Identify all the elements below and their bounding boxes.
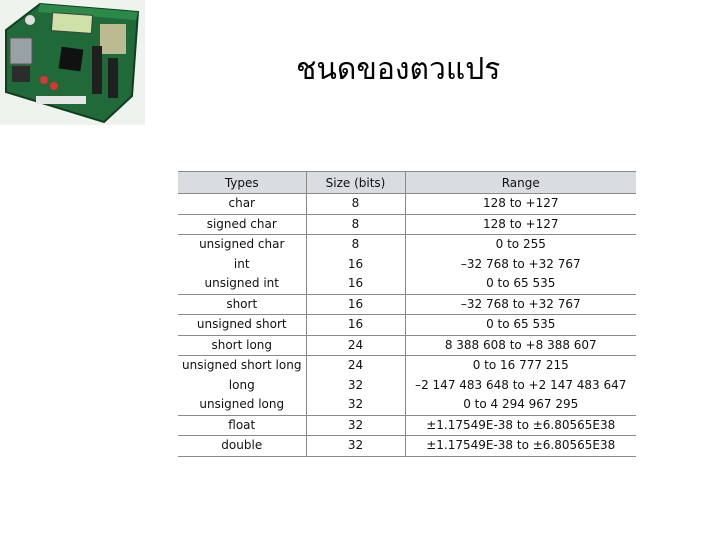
type-cell: long xyxy=(228,377,255,392)
type-cell: unsigned char xyxy=(199,237,285,252)
range-cell: –2 147 483 648 to +2 147 483 647 xyxy=(405,376,636,396)
table-row xyxy=(178,235,636,255)
type-cell: unsigned short long xyxy=(182,358,302,373)
size-cell: 16 xyxy=(306,315,405,336)
table-row xyxy=(178,436,636,457)
size-cell: 16 xyxy=(306,274,405,294)
size-cell: 8 xyxy=(306,194,405,215)
table-row xyxy=(178,376,636,396)
range-cell: 8 388 608 to +8 388 607 xyxy=(405,335,636,356)
size-cell: 16 xyxy=(306,255,405,275)
table-row xyxy=(178,274,636,294)
range-cell: 128 to +127 xyxy=(405,194,636,215)
range-cell: 0 to 65 535 xyxy=(405,315,636,336)
table-row xyxy=(178,356,636,376)
range-cell: ±1.17549E-38 to ±6.80565E38 xyxy=(405,436,636,457)
range-cell: –32 768 to +32 767 xyxy=(405,255,636,275)
table-row xyxy=(178,415,636,436)
range-cell: 0 to 4 294 967 295 xyxy=(405,395,636,415)
type-cell: signed char xyxy=(178,214,306,235)
type-cell: char xyxy=(178,194,306,215)
slide-title: ชนดของตวแปร xyxy=(296,52,501,87)
range-cell: 128 to +127 xyxy=(405,214,636,235)
header-range: Range xyxy=(405,172,636,194)
table-row xyxy=(178,214,636,235)
dev-board-icon xyxy=(0,0,145,125)
type-cell: double xyxy=(178,436,306,457)
table-row xyxy=(178,294,636,315)
header-size: Size (bits) xyxy=(306,172,405,194)
type-cell: unsigned short xyxy=(178,315,306,336)
dev-board-image xyxy=(0,0,145,125)
size-cell: 16 xyxy=(306,294,405,315)
type-cell: float xyxy=(178,415,306,436)
header-types: Types xyxy=(178,172,306,194)
type-cell: int xyxy=(233,256,250,271)
table-row xyxy=(178,255,636,275)
range-cell: ±1.17549E-38 to ±6.80565E38 xyxy=(405,415,636,436)
type-cell: unsigned int xyxy=(178,274,306,294)
size-cell: 8 xyxy=(306,214,405,235)
range-cell: 0 to 16 777 215 xyxy=(405,356,636,376)
table-row xyxy=(178,335,636,356)
size-cell: 24 xyxy=(306,356,405,376)
size-cell: 8 xyxy=(306,235,405,255)
size-cell: 32 xyxy=(306,415,405,436)
table-row xyxy=(178,395,636,415)
size-cell: 32 xyxy=(306,376,405,396)
table-header-row xyxy=(178,172,636,194)
type-cell: unsigned long xyxy=(178,395,306,415)
data-types-table xyxy=(178,171,636,457)
size-cell: 32 xyxy=(306,395,405,415)
size-cell: 24 xyxy=(306,335,405,356)
size-cell: 32 xyxy=(306,436,405,457)
table-row xyxy=(178,194,636,215)
type-cell: short long xyxy=(178,335,306,356)
type-cell: short xyxy=(178,294,306,315)
range-cell: 0 to 65 535 xyxy=(405,274,636,294)
range-cell: 0 to 255 xyxy=(405,235,636,255)
table-row xyxy=(178,315,636,336)
range-cell: –32 768 to +32 767 xyxy=(405,294,636,315)
